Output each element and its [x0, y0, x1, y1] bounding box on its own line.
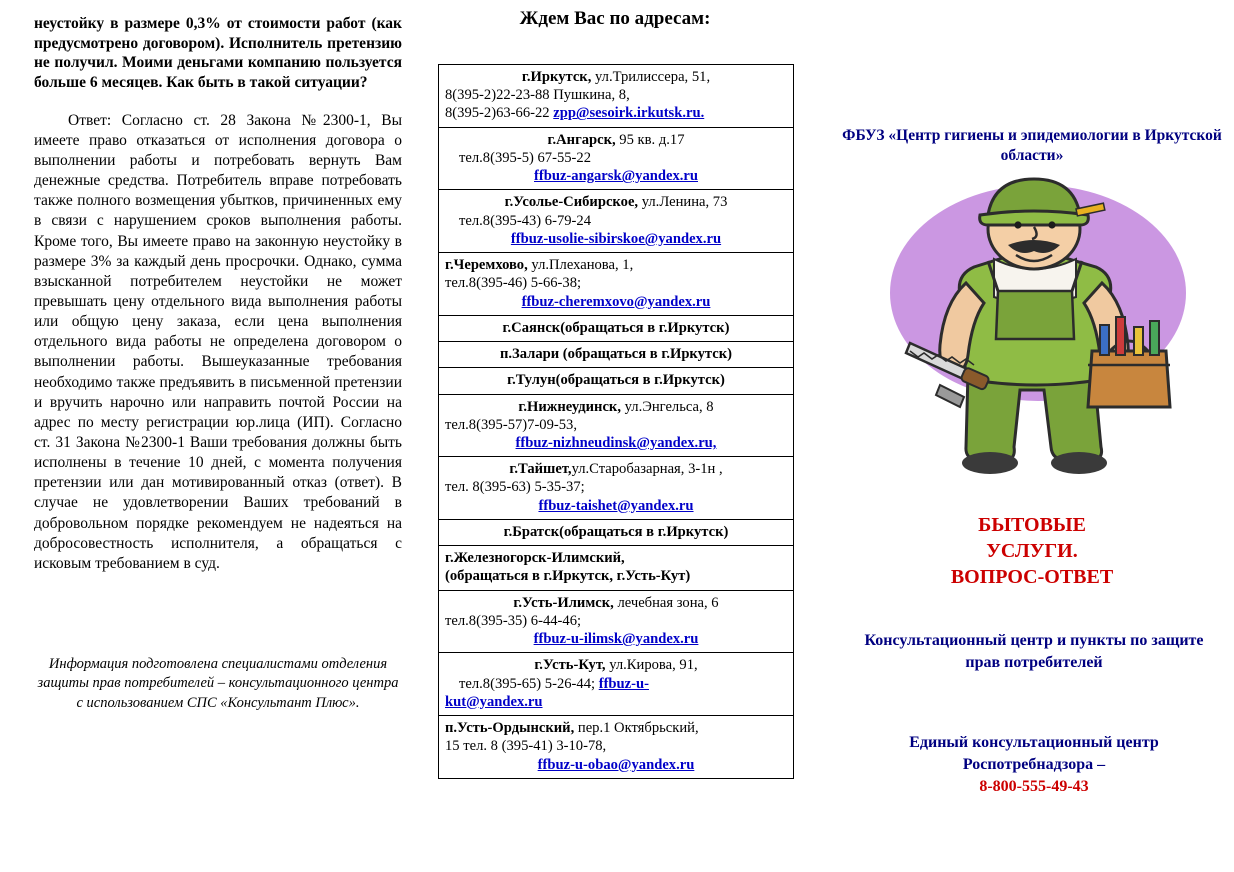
- question-paragraph: неустойку в размере 0,3% от стоимости работ (как предусмотрено договором). Исполнитель претензию не получил. Моими деньгами компанию пользуется больше 6 месяцев. Как быть в такой ситуации?: [34, 15, 402, 92]
- address-cell: [439, 253, 794, 316]
- address-detail: лечебная зона, 6: [613, 594, 719, 611]
- address-line: [445, 293, 787, 311]
- address-line: [445, 167, 787, 185]
- address-detail: 15 тел. 8 (395-41) 3-10-78,: [445, 738, 607, 755]
- address-line: [445, 416, 787, 434]
- address-line: [445, 460, 787, 478]
- addresses-column: [430, 8, 800, 779]
- headline-line-3: ВОПРОС-ОТВЕТ: [950, 566, 1114, 588]
- address-line: [445, 193, 787, 211]
- address-line: [445, 756, 787, 774]
- address-line: [445, 612, 787, 630]
- address-email-link[interactable]: kut@yandex.ru: [445, 693, 543, 710]
- address-city: г.Ангарск,: [547, 131, 616, 148]
- address-line: [445, 656, 787, 674]
- address-cell: [439, 394, 794, 457]
- address-email-link[interactable]: ffbuz-u-obao@yandex.ru: [537, 756, 695, 773]
- address-email-link[interactable]: ffbuz-usolie-sibirskoe@yandex.ru: [510, 230, 722, 247]
- address-cell: [439, 127, 794, 190]
- brochure-subtitle: Консультационный центр и пункты по защите прав потребителей: [864, 632, 1204, 671]
- address-detail: 8(395-2)63-66-22: [445, 105, 554, 122]
- address-email-link[interactable]: ffbuz-u-: [598, 675, 649, 692]
- address-detail: тел.8(395-35) 6-44-46;: [445, 612, 582, 629]
- address-line: [445, 719, 787, 737]
- left-text-column: [34, 14, 402, 574]
- address-city: г.Усолье-Сибирское,: [504, 194, 639, 211]
- address-row: [439, 253, 794, 316]
- address-line: [445, 68, 787, 86]
- address-row: [439, 716, 794, 779]
- address-cell: [439, 653, 794, 716]
- address-email-link[interactable]: ffbuz-nizhneudinsk@yandex.ru,: [515, 434, 717, 451]
- address-detail: ул.Кирова, 91,: [605, 657, 698, 674]
- address-row: [439, 590, 794, 653]
- cover-column: [830, 0, 1234, 872]
- address-line: [445, 131, 787, 149]
- address-city: п.Усть-Ордынский,: [445, 720, 575, 737]
- address-line: [445, 737, 787, 755]
- address-detail: ул.Ленина, 73: [638, 194, 728, 211]
- address-row: [439, 65, 794, 128]
- address-city: г.Иркутск,: [521, 69, 592, 85]
- address-email-link[interactable]: ffbuz-cheremxovo@yandex.ru: [521, 293, 711, 310]
- address-cell: [439, 590, 794, 653]
- address-row: [439, 190, 794, 253]
- address-line: [445, 434, 787, 452]
- address-email-link[interactable]: ffbuz-angarsk@yandex.ru: [534, 168, 698, 185]
- address-line: [445, 675, 787, 693]
- hotline-line-2: Роспотребнадзора –: [962, 756, 1106, 774]
- address-row: [439, 368, 794, 394]
- headline-line-1: БЫТОВЫЕ: [978, 514, 1086, 536]
- address-line: [445, 104, 787, 122]
- addresses-title: Ждем Вас по адресам:: [519, 8, 711, 29]
- address-row: [439, 519, 794, 545]
- address-detail: тел.8(395-57)7-09-53,: [445, 416, 577, 433]
- address-cell: [439, 716, 794, 779]
- address-detail: 8(395-2)22-23-88 Пушкина, 8,: [445, 87, 630, 104]
- address-city: г.Черемхово,: [445, 257, 528, 274]
- address-line: [445, 594, 787, 612]
- hotline-line-1: Единый консультационный центр: [909, 734, 1159, 751]
- footnote-text: Информация подготовлена специалистами отделения защиты прав потребителей – консультационного центра с использованием СПС «Консультант Плюс».: [37, 656, 399, 711]
- address-row: [439, 394, 794, 457]
- address-detail: ул.Трилиссера, 51,: [591, 69, 711, 85]
- headline-line-2: УСЛУГИ.: [986, 540, 1078, 562]
- address-row: [439, 127, 794, 190]
- address-line: [445, 371, 787, 389]
- handyman-illustration: [848, 175, 1218, 485]
- address-line: [445, 630, 787, 648]
- address-city: г.Усть-Илимск,: [513, 594, 614, 611]
- address-line: [445, 398, 787, 416]
- address-cell: [439, 519, 794, 545]
- address-line: [445, 256, 787, 274]
- address-line: [445, 693, 787, 711]
- address-city: г.Тайшет,: [509, 461, 572, 478]
- address-line: [445, 549, 787, 567]
- address-detail: пер.1 Октябрьский,: [574, 720, 699, 737]
- brochure-headline: [842, 512, 1222, 590]
- address-line: [445, 274, 787, 292]
- address-detail: тел.8(395-43) 6-79-24: [459, 212, 591, 229]
- address-city: (обращаться в г.Иркутск, г.Усть-Кут): [445, 568, 691, 585]
- address-cell: [439, 65, 794, 128]
- address-line: [445, 149, 787, 167]
- answer-paragraph: Ответ: Согласно ст. 28 Закона №2300-1, Вы имеете право отказаться от исполнения договора о выполнении работы и потребовать вернуть Вам денежные средства. Потребитель вправе потребовать также полного возмещения убытков, причиненных ему в связи с нарушением сроков выполнения работы. Кроме того, Вы имеете право на законную неустойку в размере 3% за каждый день просрочки. Однако, сумма взысканной потребителем неустойки не может превышать цену отдельного вида выполнения работы или общую цену заказа, если цена выполнения отдельного вида работы не определена договором о выполнении работы. Вышеуказанные требования необходимо также предъявить в письменной претензии и вручить нарочно или направить почтой России на адрес по месту регистрации юр.лица (ИП). Согласно ст. 31 Закона №2300-1 Ваши требования должны быть исполнены в течение 10 дней, с момента получения претензии или дан мотивированный отказ (ответ). В случае не удовлетворении Ваших требований в добровольном порядке рекомендуем не надеяться на добросовестность исполнителя, а обращаться с исковым требованием в суд.: [34, 111, 402, 572]
- address-line: [445, 478, 787, 496]
- address-city: г.Саянск(обращаться в г.Иркутск): [502, 319, 730, 336]
- address-city: г.Тулун(обращаться в г.Иркутск): [507, 372, 725, 389]
- address-cell: [439, 342, 794, 368]
- address-cell: [439, 368, 794, 394]
- address-detail: ул.Энгельса, 8: [620, 398, 714, 415]
- address-line: [445, 497, 787, 515]
- addresses-table: [438, 64, 794, 779]
- address-line: [445, 212, 787, 230]
- address-city: п.Залари (обращаться в г.Иркутск): [499, 346, 733, 363]
- address-email-link[interactable]: ffbuz-taishet@yandex.ru: [538, 497, 694, 514]
- address-detail: тел.8(395-65) 5-26-44;: [459, 675, 599, 692]
- organization-title: ФБУЗ «Центр гигиены и эпидемиологии в Иркутской области»: [842, 127, 1222, 165]
- address-email-link[interactable]: ffbuz-u-ilimsk@yandex.ru: [533, 631, 699, 648]
- address-city: г.Железногорск-Илимский,: [445, 550, 625, 567]
- address-detail: ул.Плеханова, 1,: [527, 257, 634, 274]
- address-line: [445, 230, 787, 248]
- hotline-phone: 8-800-555-49-43: [979, 778, 1089, 796]
- address-cell: [439, 190, 794, 253]
- address-city: г.Нижнеудинск,: [518, 398, 621, 415]
- address-row: [439, 653, 794, 716]
- address-line: [445, 86, 787, 104]
- address-row: [439, 342, 794, 368]
- address-city: г.Братск(обращаться в г.Иркутск): [503, 523, 729, 540]
- address-detail: 95 кв. д.17: [615, 131, 685, 148]
- address-cell: [439, 546, 794, 590]
- address-detail: ул.Старобазарная, 3-1н ,: [571, 461, 723, 478]
- hotline-block: [850, 732, 1218, 798]
- address-cell: [439, 457, 794, 520]
- address-detail: тел.8(395-46) 5-66-38;: [445, 275, 582, 292]
- address-line: [445, 567, 787, 585]
- address-cell: [439, 315, 794, 341]
- address-line: [445, 345, 787, 363]
- address-line: [445, 523, 787, 541]
- address-city: г.Усть-Кут,: [534, 657, 606, 674]
- address-detail: тел. 8(395-63) 5-35-37;: [445, 479, 585, 496]
- address-row: [439, 546, 794, 590]
- address-detail: тел.8(395-5) 67-55-22: [459, 149, 591, 166]
- address-row: [439, 457, 794, 520]
- address-line: [445, 319, 787, 337]
- address-row: [439, 315, 794, 341]
- address-email-link[interactable]: zpp@sesoirk.irkutsk.ru.: [553, 105, 705, 122]
